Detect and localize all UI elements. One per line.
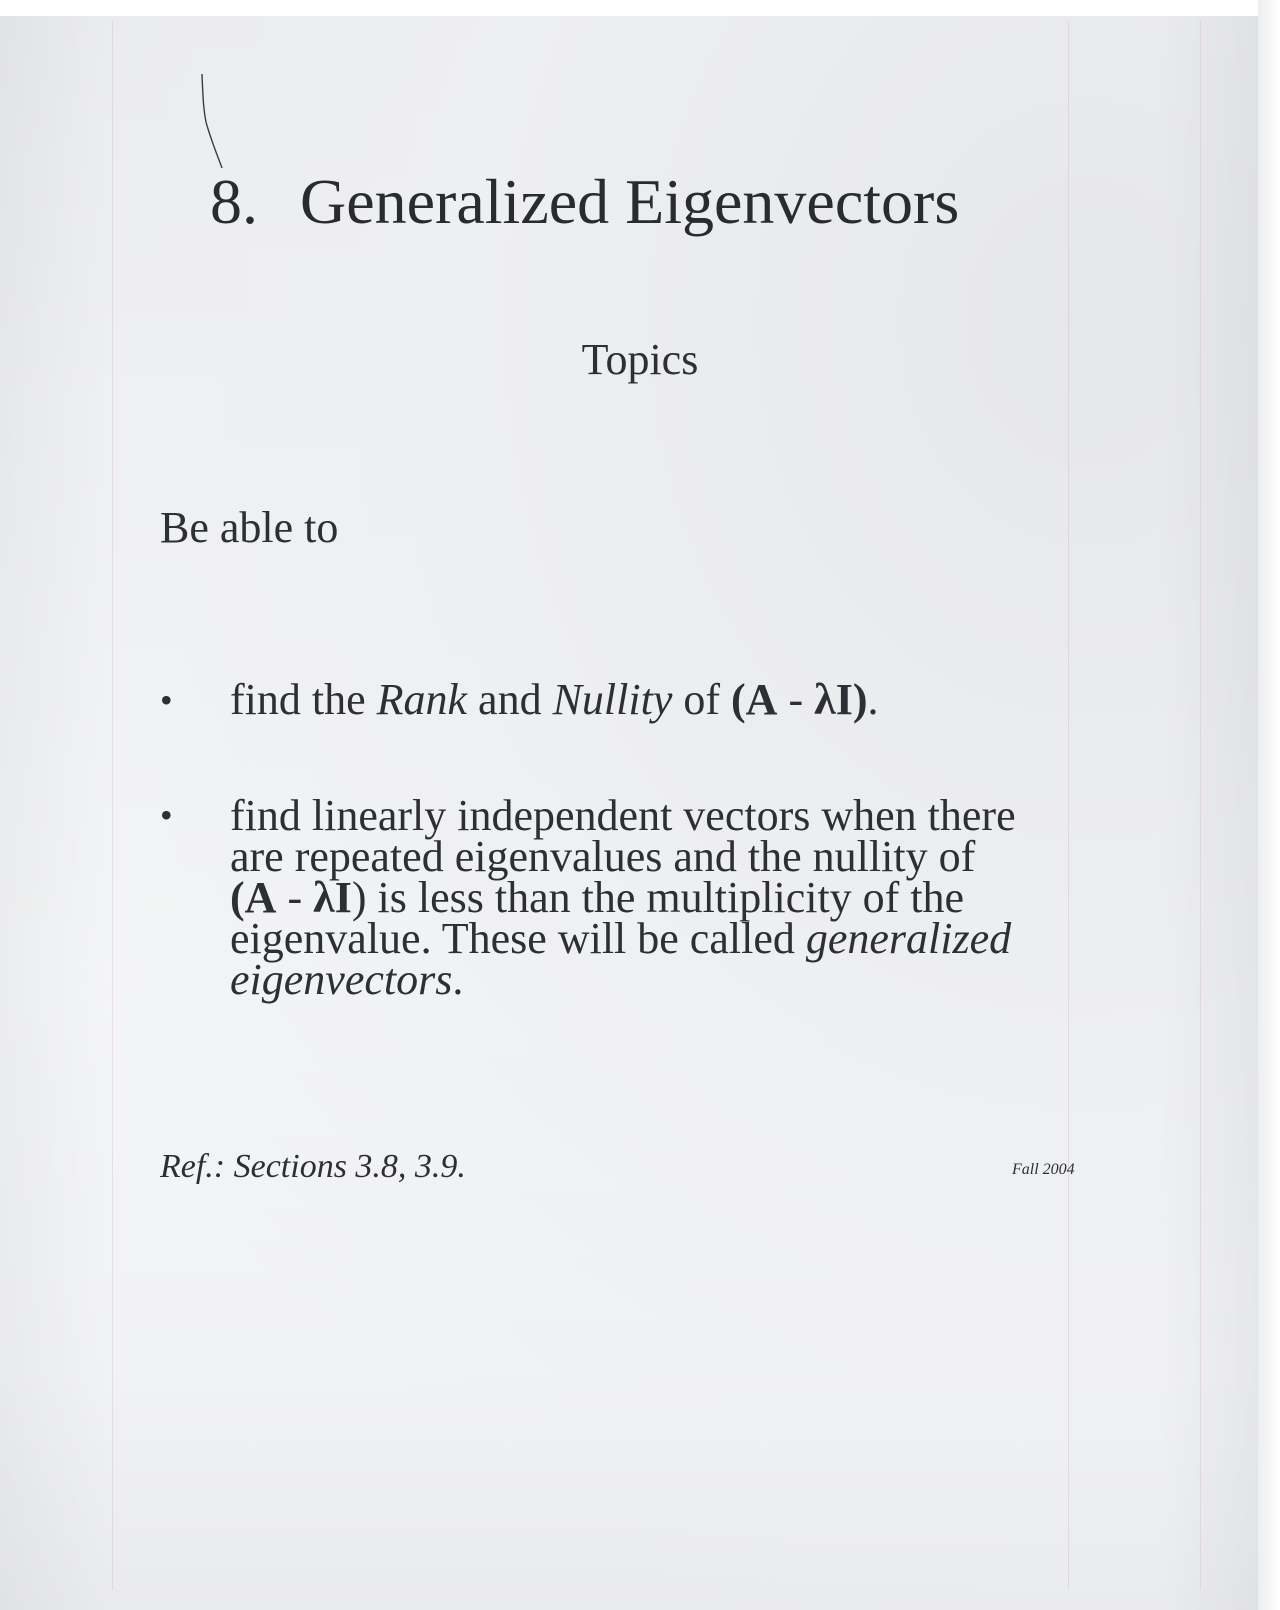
scan-artifact-line	[1200, 20, 1201, 1590]
period: .	[452, 955, 464, 1004]
bullet-text	[230, 672, 1090, 728]
generalized-term: generalized	[805, 914, 1012, 963]
title-number: 8.	[210, 166, 258, 237]
page-right-edge	[1258, 0, 1280, 1610]
matrix-a: A	[244, 873, 277, 922]
bullet-line	[230, 914, 1090, 963]
nullity-term: Nullity	[552, 675, 673, 724]
bullet-line	[230, 873, 1090, 922]
paren-open: (	[731, 675, 746, 724]
bullet-icon: •	[160, 680, 173, 720]
text-span: find the	[230, 675, 377, 724]
rank-term: Rank	[376, 675, 468, 724]
paren-close: )	[852, 675, 868, 724]
period: .	[867, 675, 879, 724]
date-label: Fall 2004	[1012, 1161, 1075, 1178]
lambda-identity: λI	[814, 675, 853, 724]
intro-text: Be able to	[160, 503, 339, 552]
bullet-line: find linearly independent vectors when there	[230, 791, 1016, 840]
scan-artifact-line	[112, 20, 113, 1590]
text-span: ) is less than the multiplicity of the	[351, 873, 965, 922]
matrix-a: A	[745, 675, 778, 724]
minus-sign: -	[777, 675, 815, 724]
bullet-icon: •	[160, 795, 173, 835]
text-span: of	[672, 675, 732, 724]
page-title	[210, 162, 1110, 242]
text-span: eigenvalue. These will be called	[230, 914, 806, 963]
paren-open: (	[230, 873, 245, 922]
subtitle-topics: Topics	[581, 335, 699, 384]
reference-note: Ref.: Sections 3.8, 3.9.	[160, 1148, 466, 1185]
bullet-line: are repeated eigenvalues and the nullity of	[230, 832, 976, 881]
bullet-line	[230, 955, 1090, 1004]
page-top-edge	[0, 0, 1280, 16]
pen-stroke-mark	[200, 72, 230, 172]
lambda-identity: λI	[313, 873, 352, 922]
minus-sign: -	[276, 873, 314, 922]
text-span: and	[467, 675, 553, 724]
eigenvectors-term: eigenvectors	[230, 955, 453, 1004]
bullet-text	[230, 791, 1090, 1004]
title-text: Generalized Eigenvectors	[300, 166, 960, 237]
